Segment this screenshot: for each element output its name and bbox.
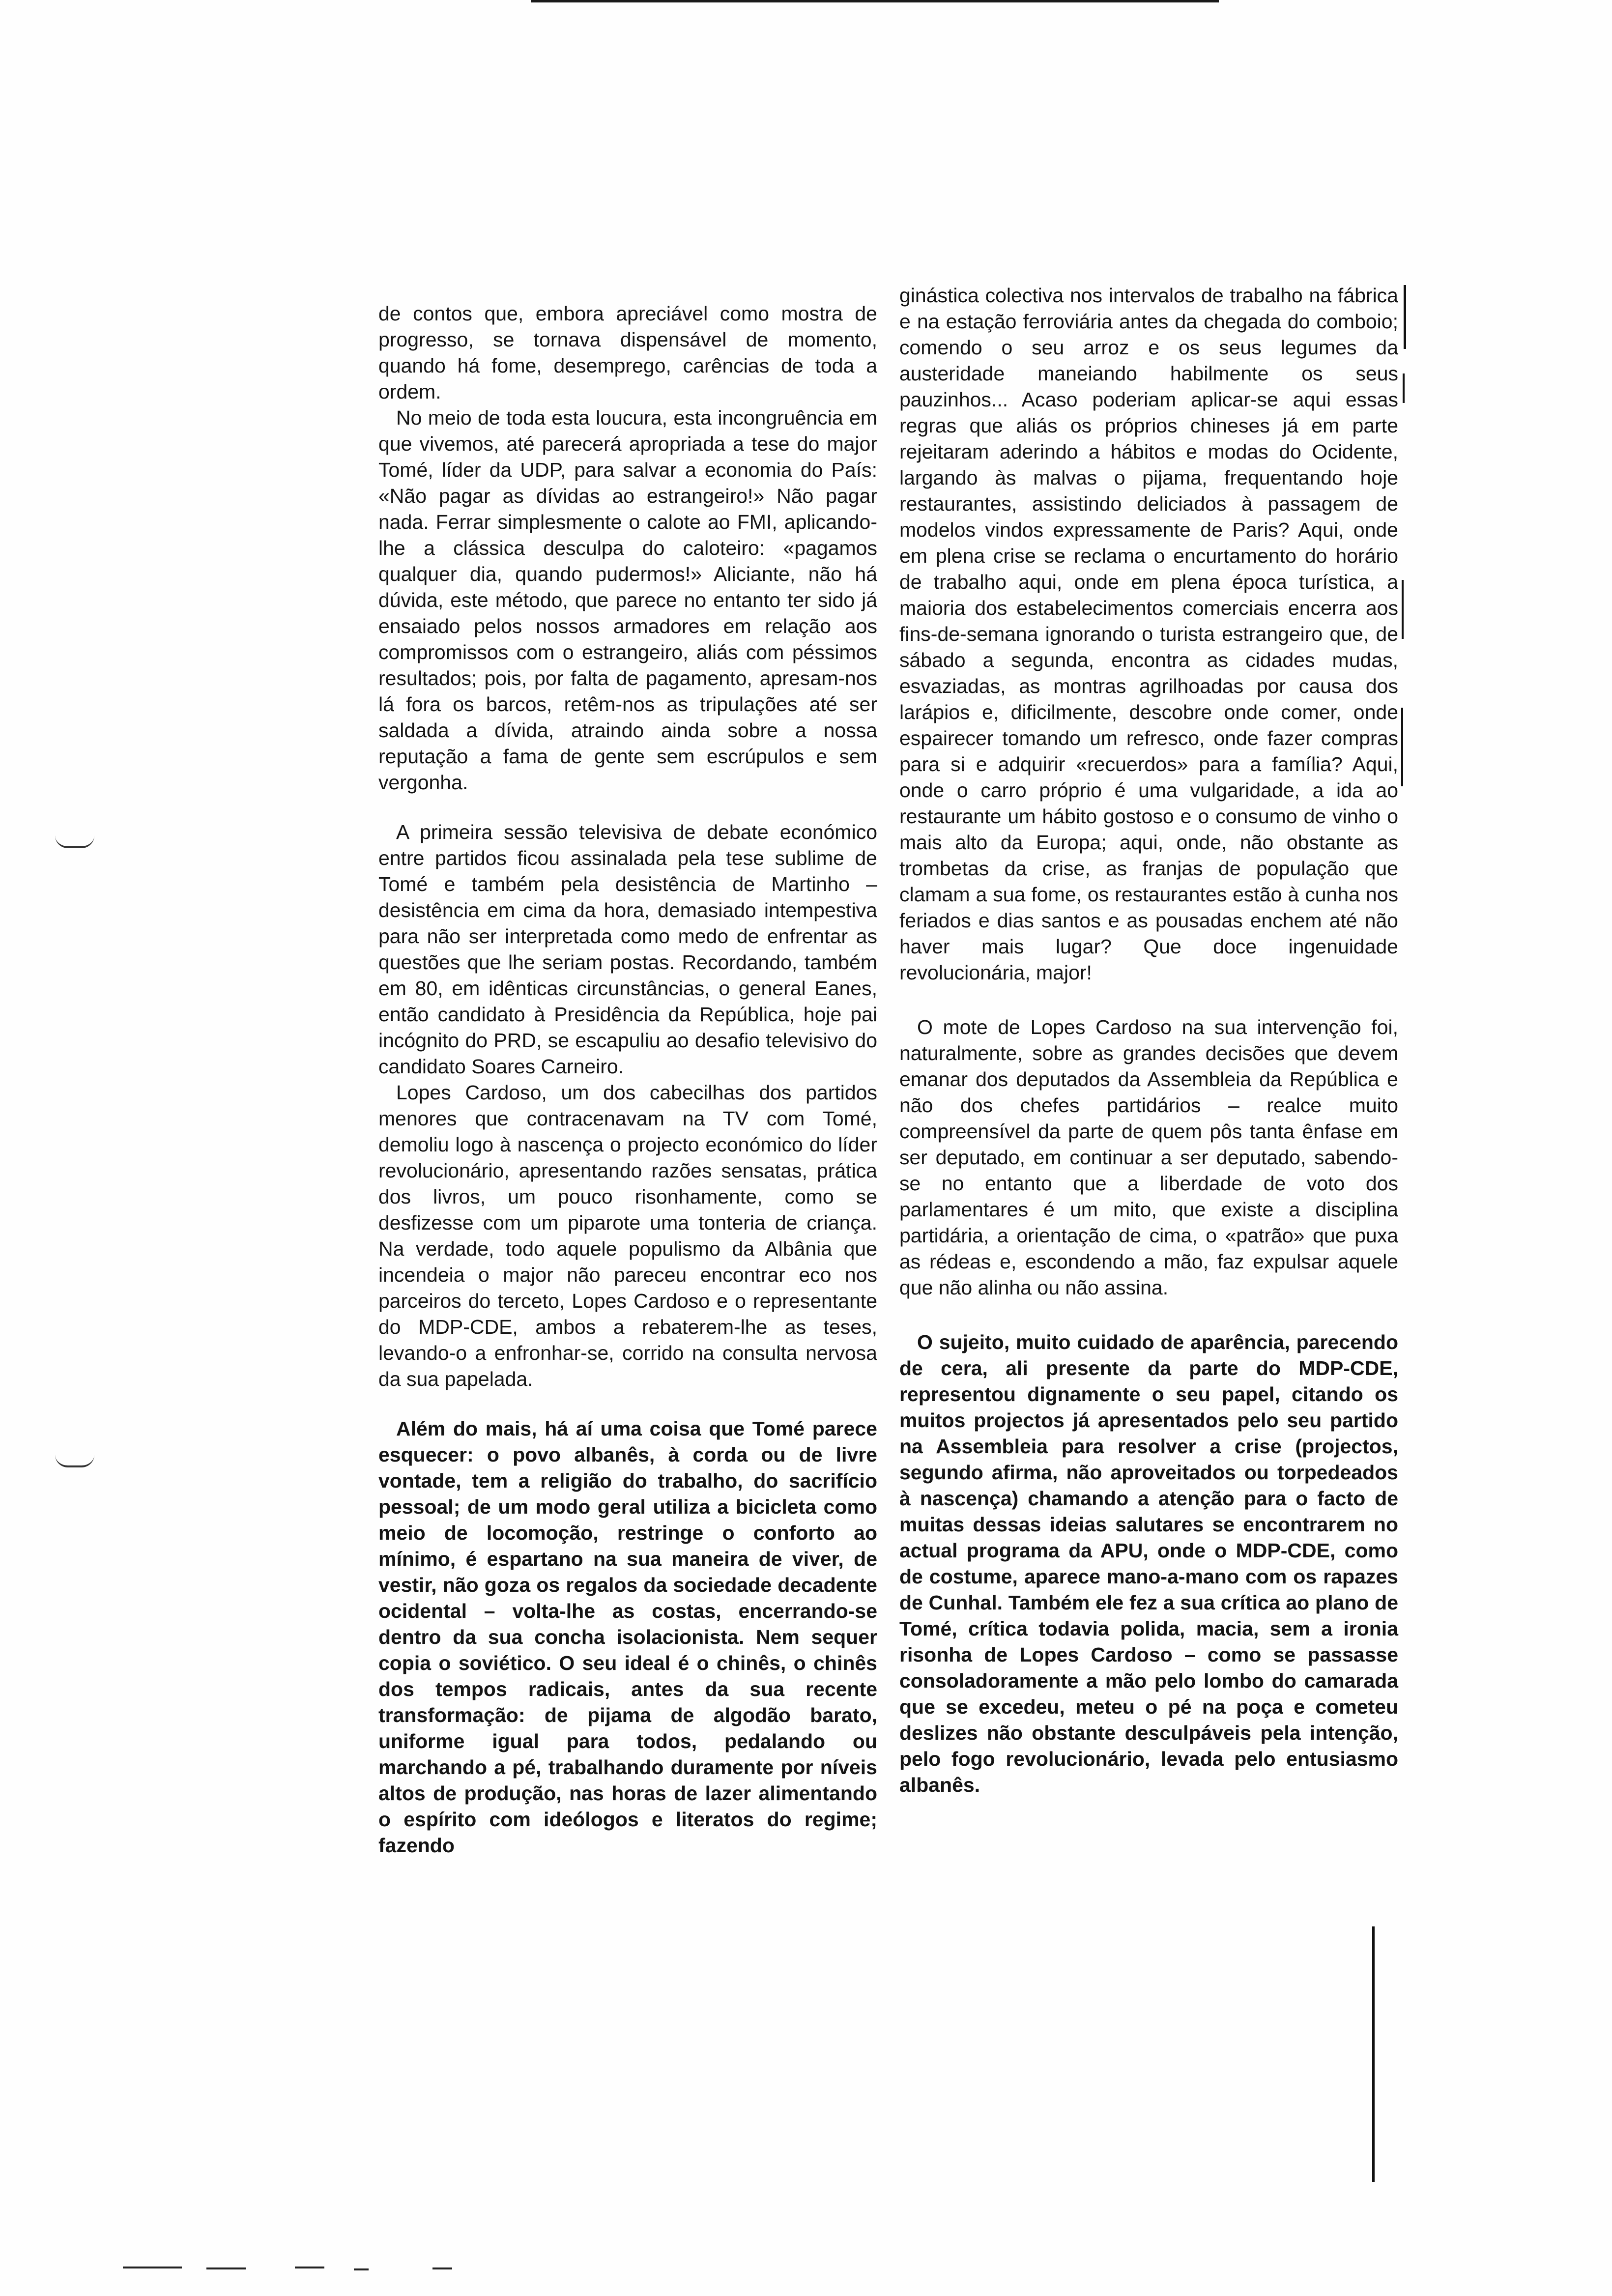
paragraph: de contos que, embora apreciável como mostra de progresso, se tornava dispensável de momento, quando há fome, desemprego, carências de toda a ordem. [378, 302, 877, 403]
scan-bottom-mark [206, 2267, 246, 2269]
margin-mark [55, 835, 94, 848]
paragraph: Lopes Cardoso, um dos cabecilhas dos partidos menores que contracenavam na TV com Tomé, demoliu logo à nascença o projecto económico do líder revolucionário, apresentando razões sensatas, prática dos livros, um pouco risonhamente, como se desfizesse com um piparote uma tonteria de criança. Na verdade, todo aquele populismo da Albânia que incendeia o major não pareceu encontrar eco nos parceiros do terceto, Lopes Cardoso e o representante do MDP-CDE, ambos a rebaterem-lhe as teses, levando-o a enfronhar-se, corrido na consulta nervosa da sua papelada. [378, 1081, 877, 1390]
scan-bottom-mark [123, 2267, 182, 2268]
paragraph: O sujeito, muito cuidado de aparência, parecendo de cera, ali presente da parte do MDP-CDE, representou dignamente o seu papel, citando os muitos projectos já apresentados pelo seu partido na Assembleia para resolver a crise (projectos, segundo afirma, não aproveitados ou torpedeados à nascença) chamando a atenção para o facto de muitas dessas ideias salutares se encontrarem no actual programa da APU, onde o MDP-CDE, como de costume, aparece mano-a-mano com os rapazes de Cunhal. Também ele fez a sua crítica ao plano de Tomé, crítica todavia polida, macia, sem a ironia risonha de Lopes Cardoso – como se passasse consoladoramente a mão pelo lombo do camarada que se excedeu, meteu o pé na poça e cometeu deslizes não obstante desculpáveis pela intenção, pelo fogo revolucionário, levada pelo entusiasmo albanês. [899, 1331, 1398, 1796]
scan-edge-shadow [1372, 1926, 1375, 2182]
scan-bottom-mark [432, 2267, 452, 2269]
left-article-column [378, 301, 877, 1859]
paragraph: O mote de Lopes Cardoso na sua intervenção foi, naturalmente, sobre as grandes decisões que devem emanar dos deputados da Assembleia da República e não dos chefes partidários – realce muito compreensível da parte de quem pôs tanta ênfase em ser deputado, em continuar a ser deputado, sabendo-se no entanto que a liberdade de voto dos parlamentares é um mito, que existe a disciplina partidária, a orientação de cima, o «patrão» que puxa as rédeas e, escondendo a mão, faz expulsar aquele que não alinha ou não assina. [899, 1016, 1398, 1299]
scan-top-border [531, 0, 1219, 2]
scan-bottom-mark [295, 2267, 324, 2268]
margin-mark [55, 1455, 94, 1467]
paragraph: ginástica colectiva nos intervalos de trabalho na fábrica e na estação ferroviária antes da chegada do comboio; comendo o seu arroz e os seus legumes da austeridade maneiando habilmente os seus pauzinhos... Acaso poderiam aplicar-se aqui essas regras que aliás os próprios chineses já em parte rejeitaram aderindo a hábitos e modas do Ocidente, largando às malvas o pijama, frequentando hoje restaurantes, assistindo deliciados à passagem de modelos vindos expressamente de Paris? Aqui, onde em plena crise se reclama o encurtamento do horário de trabalho aqui, onde em plena época turística, a maioria dos estabelecimentos comerciais encerra aos fins-de-semana ignorando o turista estrangeiro que, de sábado a segunda, encontra as cidades mudas, esvaziadas, as montras agrilhoadas por causa dos larápios e, dificilmente, descobre onde comer, onde espairecer tomando um refresco, onde fazer compras para si e adquirir «recuerdos» para a família? Aqui, onde o carro próprio é uma vulgaridade, a ida ao restaurante um hábito gostoso e o consumo de vinho o mais alto da Europa; aqui, onde, não obstante as trombetas da crise, as franjas de população que clamam a sua fome, os restaurantes estão à cunha nos feriados e dias santos e as pousadas enchem até não haver mais lugar? Que doce ingenuidade revolucionária, major! [899, 284, 1398, 984]
scan-edge-shadow [1404, 285, 1406, 349]
scan-edge-shadow [1402, 580, 1404, 639]
scan-bottom-mark [354, 2268, 369, 2270]
paragraph: Além do mais, há aí uma coisa que Tomé parece esquecer: o povo albanês, à corda ou de livre vontade, tem a religião do trabalho, do sacrifício pessoal; de um modo geral utiliza a bicicleta como meio de locomoção, restringe o conforto ao mínimo, é espartano na sua maneira de viver, de vestir, não goza os regalos da sociedade decadente ocidental – volta-lhe as costas, encerrando-se dentro da sua concha isolacionista. Nem sequer copia o soviético. O seu ideal é o chinês, o chinês dos tempos radicais, antes da sua recente transformação: de pijama de algodão barato, uniforme igual para todos, pedalando ou marchando a pé, trabalhando duramente por níveis altos de produção, nas horas de lazer alimentando o espírito com ideólogos e literatos do regime; fazendo [378, 1417, 877, 1857]
right-article-column [899, 283, 1398, 1798]
paragraph: No meio de toda esta loucura, esta incongruência em que vivemos, até parecerá apropriada a tese do major Tomé, líder da UDP, para salvar a economia do País: «Não pagar as dívidas ao estrangeiro!» Não pagar nada. Ferrar simplesmente o calote ao FMI, aplicando-lhe a clássica desculpa do caloteiro: «pagamos qualquer dia, quando pudermos!» Aliciante, não há dúvida, este método, que parece no entanto ter sido já ensaiado pelos nossos armadores em relação aos compromissos com o estrangeiro, aliás com péssimos resultados; pois, por falta de pagamento, apresam-nos lá fora os barcos, retêm-nos as tripulações até ser saldada a dívida, atraindo ainda sobre a nossa reputação a fama de gente sem escrúpulos e sem vergonha. [378, 406, 877, 794]
scan-edge-shadow [1401, 708, 1403, 786]
paragraph: A primeira sessão televisiva de debate económico entre partidos ficou assinalada pela tese sublime de Tomé e também pela desistência de Martinho – desistência em cima da hora, demasiado intempestiva para não ser interpretada como medo de enfrentar as questões que lhe seriam postas. Recordando, também em 80, em idênticas circunstâncias, o general Eanes, então candidato à Presidência da República, hoje pai incógnito do PRD, se escapuliu ao desafio televisivo do candidato Soares Carneiro. [378, 821, 877, 1078]
scan-edge-shadow [1403, 373, 1405, 403]
